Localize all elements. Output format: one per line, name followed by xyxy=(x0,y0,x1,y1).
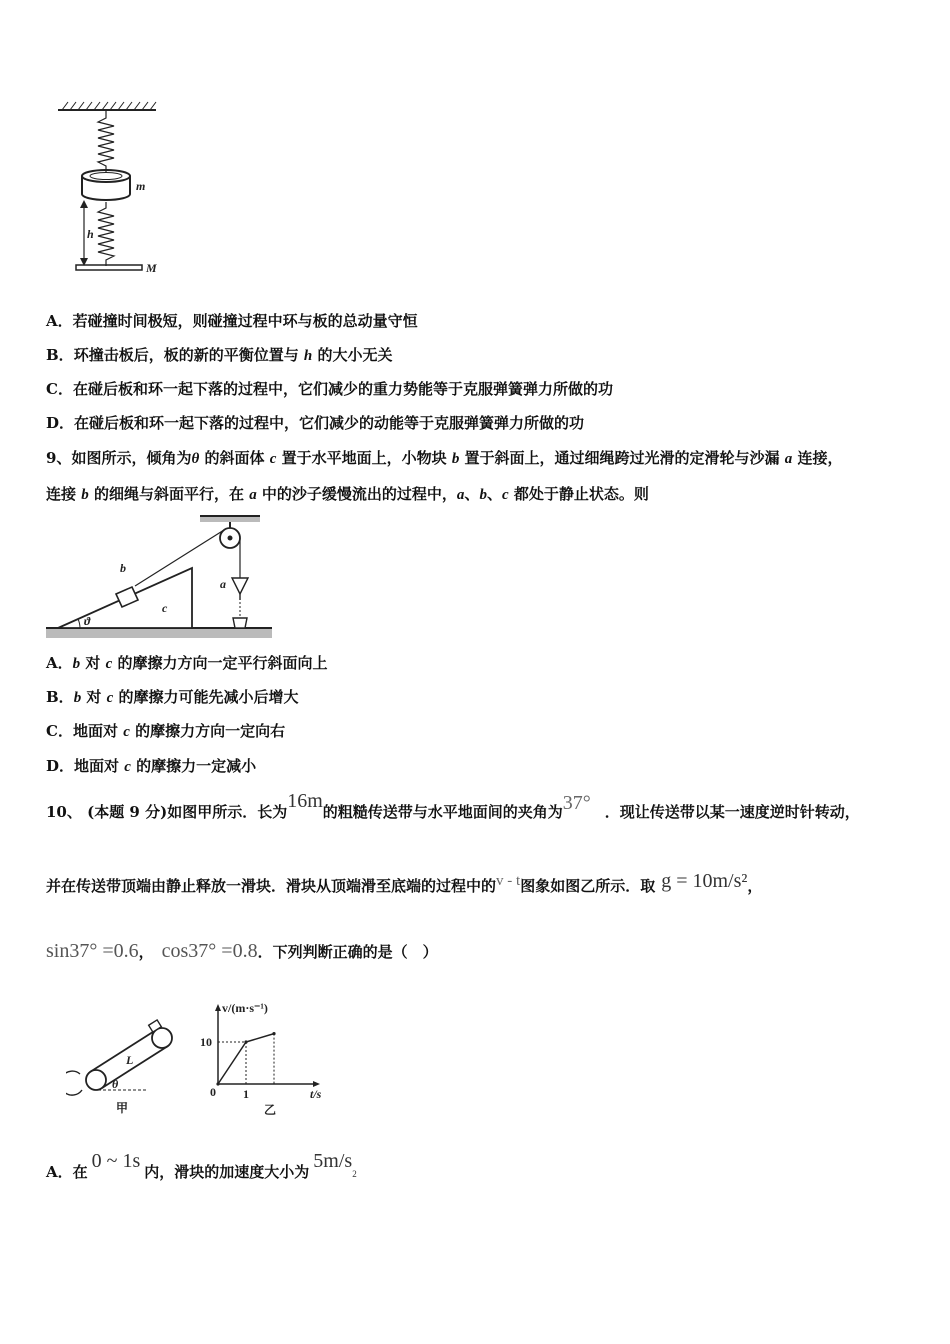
q9-stem-line2: 连接 b 的细绳与斜面平行，在 a 中的沙子缓慢流出的过程中，a、b、c 都处于静止状态。则 xyxy=(46,485,649,503)
q9-option-b: B．b 对 c 的摩擦力可能先减小后增大 xyxy=(46,688,299,706)
vt-chart xyxy=(194,1000,344,1118)
sand-funnel-label: a xyxy=(220,577,226,591)
q10-option-a: A．在 0 ~ 1s 内，滑块的加速度大小为 5m/s2 xyxy=(46,1150,357,1181)
belt-angle-label: θ xyxy=(112,1077,119,1091)
incline-pulley-figure xyxy=(44,512,276,644)
q10-stem-line2: 并在传送带顶端由静止释放一滑块．滑块从顶端滑至底端的过程中的v - t图象如图乙所示．取 g = 10m/s²， xyxy=(46,870,763,895)
belt-length-label: L xyxy=(126,1053,134,1067)
figure-yi-caption: 乙 xyxy=(264,1103,277,1117)
x-tick-1: 1 xyxy=(243,1087,249,1101)
plate-label: M xyxy=(146,261,157,275)
q10-stem-line3: sin37° =0.6， cos37° =0.8．下列判断正确的是（ ） xyxy=(46,940,438,962)
data-point-1 xyxy=(244,1040,247,1043)
q8-option-a: A．若碰撞时间极短，则碰撞过程中环与板的总动量守恒 xyxy=(46,312,418,330)
conveyor-belt-figure xyxy=(66,1018,182,1116)
mass-label: m xyxy=(136,179,146,193)
data-point-2 xyxy=(272,1032,275,1035)
q9-option-a: A．b 对 c 的摩擦力方向一定平行斜面向上 xyxy=(46,654,328,672)
q8-option-d: D．在碰后板和环一起下落的过程中，它们减少的动能等于克服弹簧弹力所做的功 xyxy=(46,414,585,432)
origin-label: 0 xyxy=(210,1085,216,1099)
q8-option-b: B．环撞击板后，板的新的平衡位置与 h 的大小无关 xyxy=(46,346,393,364)
figure-jia-caption: 甲 xyxy=(116,1101,129,1115)
q9-option-c: C．地面对 c 的摩擦力方向一定向右 xyxy=(46,722,286,740)
block-b-label: b xyxy=(120,561,126,575)
q8-option-c: C．在碰后板和环一起下落的过程中，它们减少的重力势能等于克服弹簧弹力所做的功 xyxy=(46,380,613,398)
block-c-label: c xyxy=(162,601,168,615)
q9-stem-line1: 9、如图所示，倾角为θ 的斜面体 c 置于水平地面上，小物块 b 置于斜面上，通过细绳跨过光滑的定滑轮与沙漏 a 连接， xyxy=(46,449,843,467)
spring-ring-plate-figure xyxy=(46,98,196,283)
data-point-0 xyxy=(216,1082,219,1085)
q10-stem-line1: 10、 (本题 9 分)如图甲所示．长为16m的粗糙传送带与水平地面间的夹角为37° ．现让传送带以某一速度逆时针转动， xyxy=(46,790,860,821)
angle-label: ϑ xyxy=(84,614,91,628)
height-label: h xyxy=(87,227,94,241)
q9-option-d: D．地面对 c 的摩擦力一定减小 xyxy=(46,757,257,775)
y-axis-label: v/(m·s⁻¹) xyxy=(222,1001,268,1015)
y-tick-10: 10 xyxy=(200,1035,212,1049)
x-axis-label: t/s xyxy=(310,1087,322,1101)
